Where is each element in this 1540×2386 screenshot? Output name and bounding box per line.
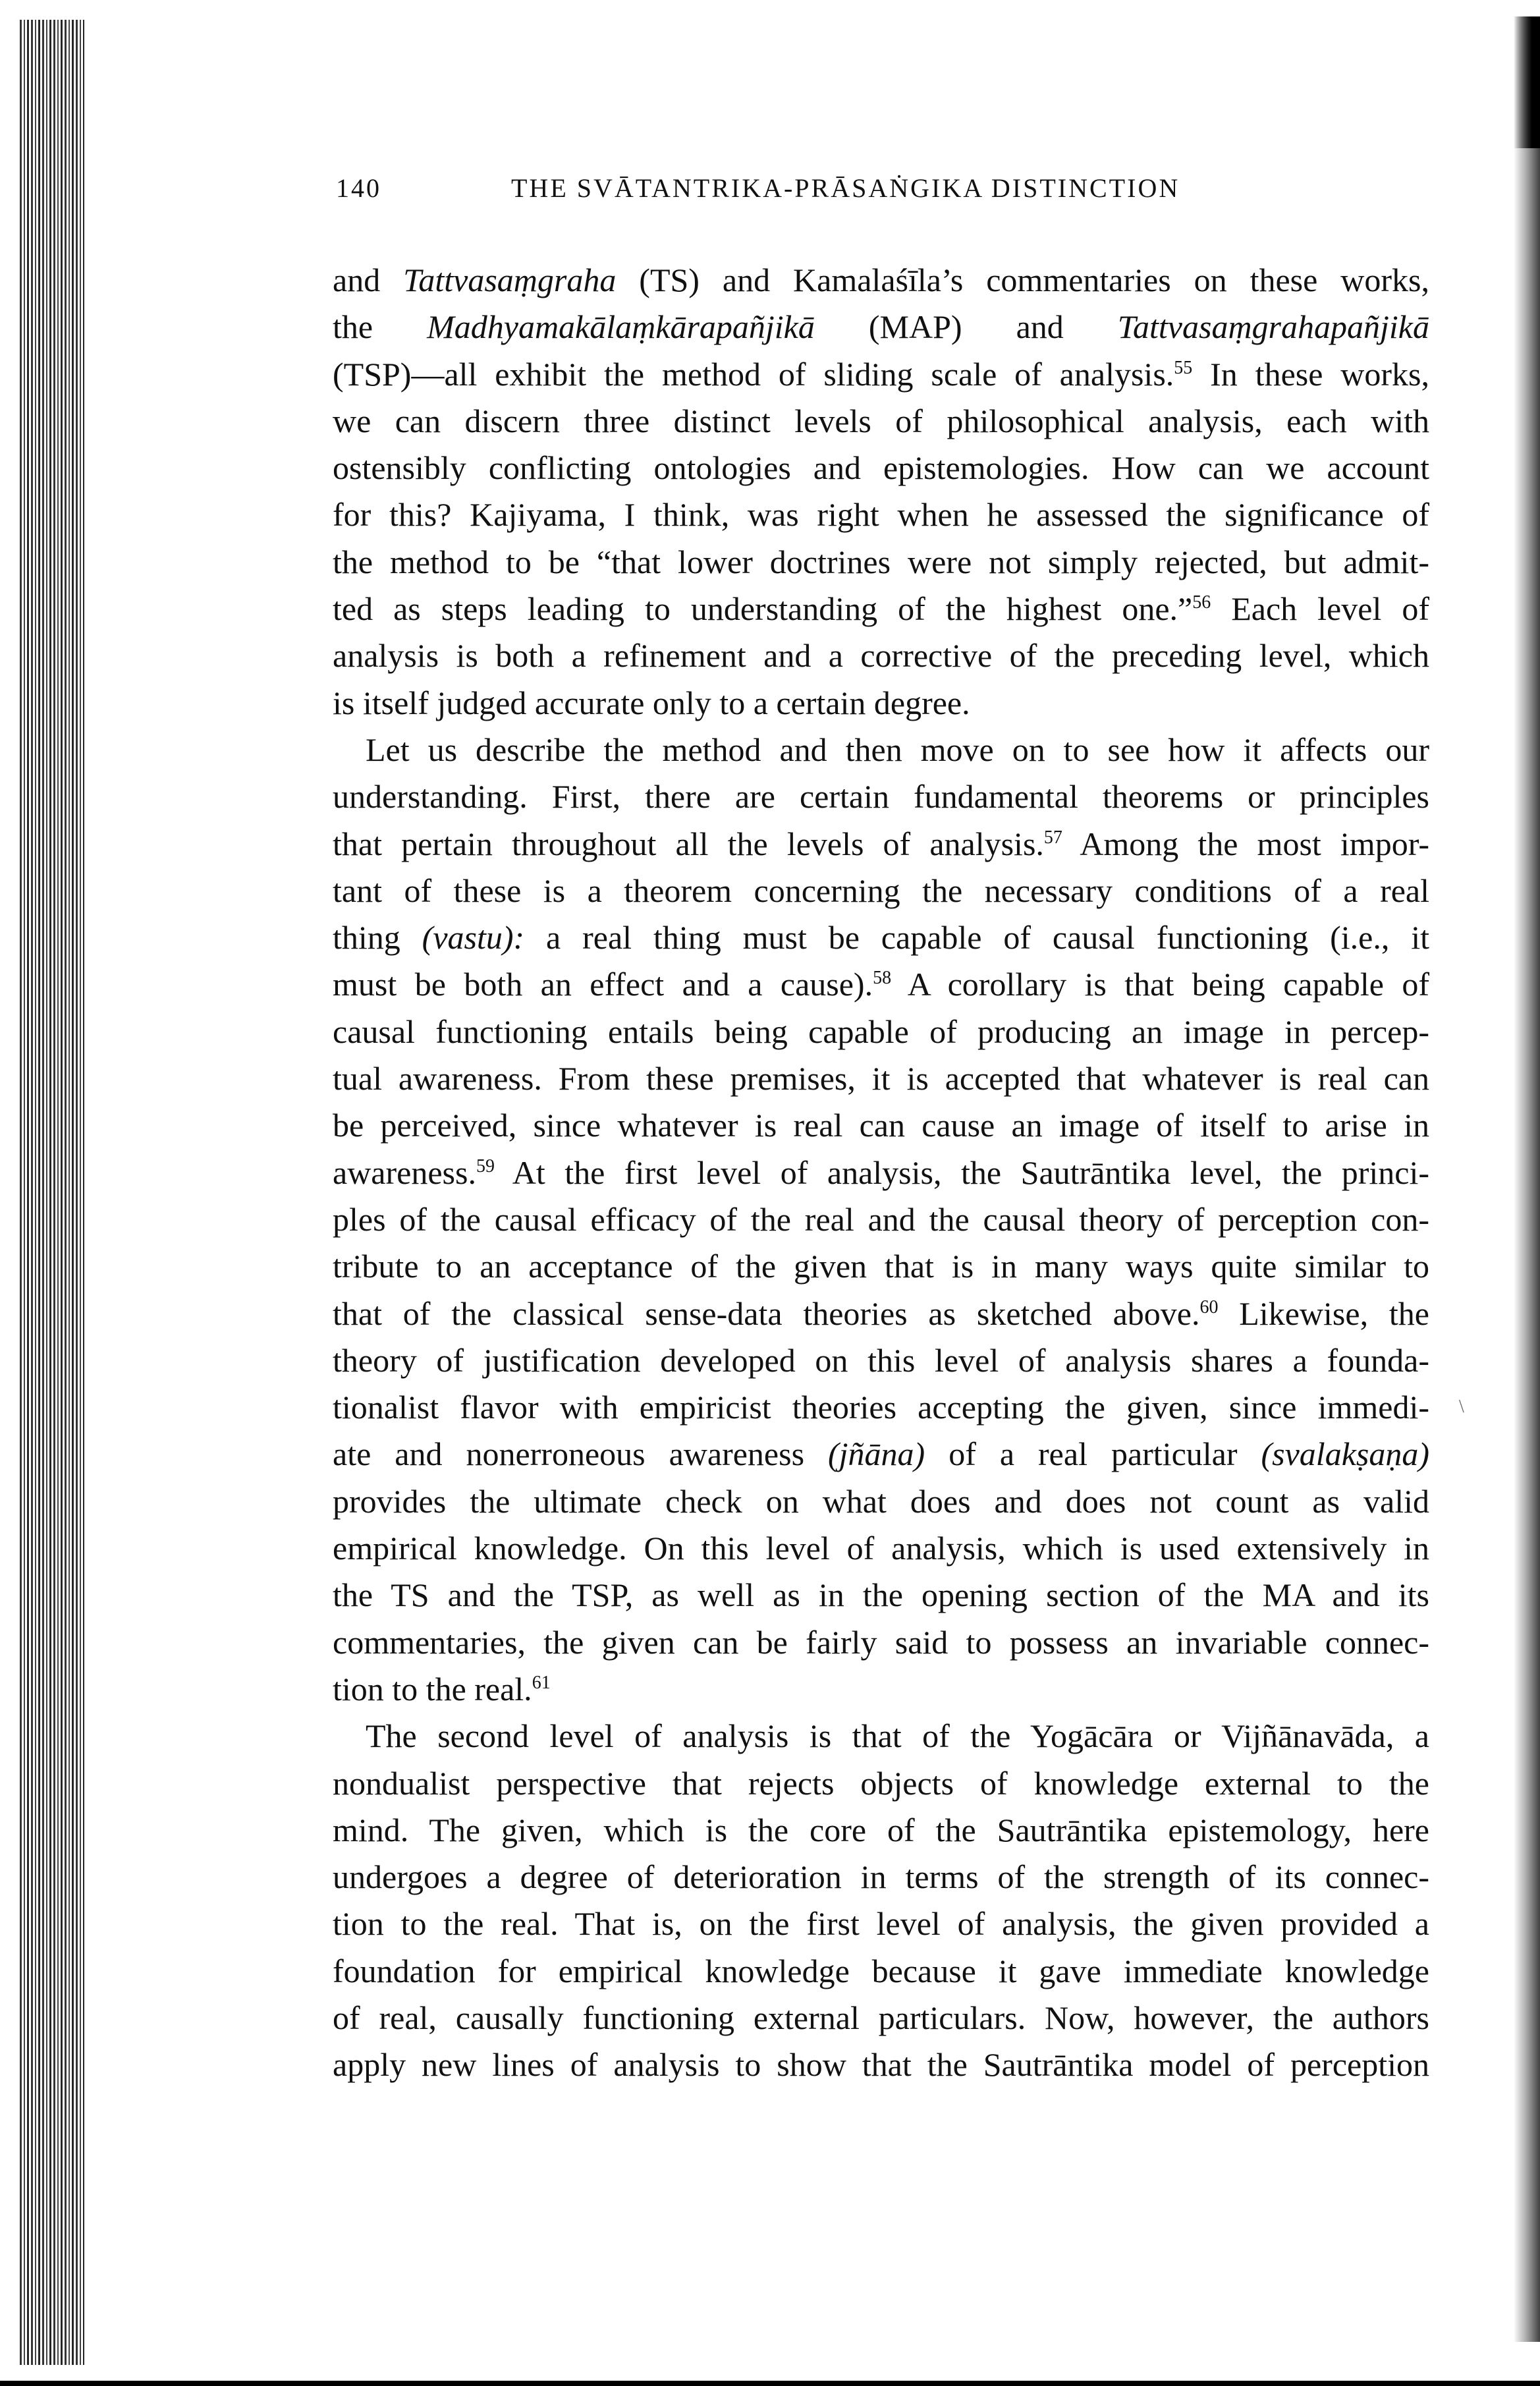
text-line: theory of justification developed on this level of analysis shares a founda-	[333, 1341, 1429, 1379]
footnote-ref: 56	[1192, 592, 1211, 613]
footnote-ref: 57	[1043, 827, 1062, 848]
text-line: ate and nonerroneous awareness (jñāna) of a real particular (svalakṣaṇa)	[333, 1435, 1429, 1473]
text-line: tion to the real. That is, on the first level of analysis, the given provided a	[333, 1905, 1429, 1943]
text-line: we can discern three distinct levels of philosophical analysis, each with	[333, 402, 1429, 439]
text-line: and Tattvasaṃgraha (TS) and Kamalaśīla’s commentaries on these works,	[333, 262, 1429, 298]
text-line: ples of the causal efficacy of the real and the causal theory of perception con-	[333, 1200, 1429, 1238]
text-line: ostensibly conflicting ontologies and epistemologies. How can we account	[333, 449, 1429, 487]
scan-bottom-border	[0, 2381, 1540, 2386]
text-line: undergoes a degree of deterioration in terms of the strength of its connec-	[333, 1858, 1429, 1896]
text-line: empirical knowledge. On this level of analysis, which is used extensively in	[333, 1530, 1429, 1567]
text-line: must be both an effect and a cause).$^{58}$ A corollary is that being capable of	[333, 966, 1429, 1003]
page-number: 140	[336, 173, 381, 203]
text-line: nondualist perspective that rejects objects of knowledge external to the	[333, 1764, 1429, 1802]
paragraph	[333, 1713, 1429, 2088]
text-line: analysis is both a refinement and a corrective of the preceding level, which	[333, 637, 1429, 675]
text-line: foundation for empirical knowledge because it gave immediate knowledge	[333, 1952, 1429, 1989]
text-line: Let us describe the method and then move on to see how it affects our	[366, 731, 1429, 768]
text-line: (TSP)—all exhibit the method of sliding scale of analysis.$^{55}$ In these works,	[333, 355, 1429, 393]
text-line: that of the classical sense-data theories as sketched above.$^{60}$ Likewise, the	[333, 1294, 1429, 1332]
text-line: that pertain throughout all the levels of analysis.$^{57}$ Among the most impor-	[333, 825, 1429, 862]
text-line: tion to the real.$^{61}$	[333, 1670, 551, 1707]
page-header	[336, 173, 1456, 212]
scan-page-corner-shadow	[1514, 16, 1540, 148]
italic-term: (vastu):	[422, 919, 525, 957]
text-line: the TS and the TSP, as well as in the opening section of the MA and its	[333, 1576, 1429, 1614]
text-line: causal functioning entails being capable of producing an image in percep-	[333, 1013, 1429, 1050]
italic-term: (svalakṣaṇa)	[1261, 1435, 1429, 1473]
page-body	[333, 257, 1429, 2089]
text-line: tionalist flavor with empiricist theories accepting the given, since immedi-	[333, 1389, 1429, 1426]
italic-term: (jñāna)	[828, 1435, 925, 1473]
scan-page-edge-shadow	[1514, 16, 1540, 2342]
text-line: ted as steps leading to understanding of the highest one.”$^{56}$ Each level of	[333, 590, 1429, 628]
text-line: awareness.$^{59}$ At the first level of analysis, the Sautrāntika level, the princi-	[333, 1153, 1429, 1191]
scan-binding-edge	[20, 20, 84, 2365]
text-line: The second level of analysis is that of the Yogācāra or Vijñānavāda, a	[366, 1717, 1429, 1755]
text-line: mind. The given, which is the core of the Sautrāntika epistemology, here	[333, 1811, 1429, 1848]
text-line: the method to be “that lower doctrines were not simply rejected, but admit-	[333, 543, 1429, 580]
running-head: THE SVĀTANTRIKA-PRĀSAṄGIKA DISTINCTION	[511, 173, 1180, 203]
text-line: thing (vastu): a real thing must be capable of causal functioning (i.e., it	[333, 919, 1429, 957]
footnote-ref: 59	[476, 1155, 495, 1177]
italic-term: Madhyamakālaṃkārapañjikā	[427, 308, 815, 346]
text-line: tant of these is a theorem concerning the necessary conditions of a real	[333, 872, 1429, 909]
text-line: understanding. First, there are certain fundamental theorems or principles	[333, 778, 1429, 816]
footnote-ref: 61	[532, 1672, 551, 1693]
text-line: apply new lines of analysis to show that the Sautrāntika model of perception	[333, 2046, 1429, 2084]
text-line: the Madhyamakālaṃkārapañjikā (MAP) and Tattvasaṃgrahapañjikā	[333, 308, 1429, 346]
footnote-ref: 60	[1199, 1296, 1219, 1318]
italic-term: Tattvasaṃgraha	[403, 262, 617, 298]
footnote-ref: 55	[1174, 357, 1193, 378]
text-line: tribute to an acceptance of the given that is in many ways quite similar to	[333, 1248, 1429, 1285]
text-line: commentaries, the given can be fairly said to possess an invariable connec-	[333, 1623, 1429, 1661]
paragraph	[333, 727, 1429, 1713]
text-line: for this? Kajiyama, I think, was right when he assessed the significance of	[333, 496, 1429, 534]
footnote-ref: 58	[873, 968, 892, 989]
text-line: is itself judged accurate only to a certain degree.	[333, 684, 970, 721]
text-line: tual awareness. From these premises, it is accepted that whatever is real can	[333, 1060, 1429, 1097]
stray-scan-mark: \	[1459, 1397, 1464, 1417]
text-line: be perceived, since whatever is real can cause an image of itself to arise in	[333, 1107, 1429, 1144]
paragraph	[333, 257, 1429, 727]
text-line: of real, causally functioning external particulars. Now, however, the authors	[333, 1999, 1429, 2036]
text-line: provides the ultimate check on what does and does not count as valid	[333, 1482, 1429, 1520]
italic-term: Tattvasaṃgrahapañjikā	[1117, 308, 1429, 346]
